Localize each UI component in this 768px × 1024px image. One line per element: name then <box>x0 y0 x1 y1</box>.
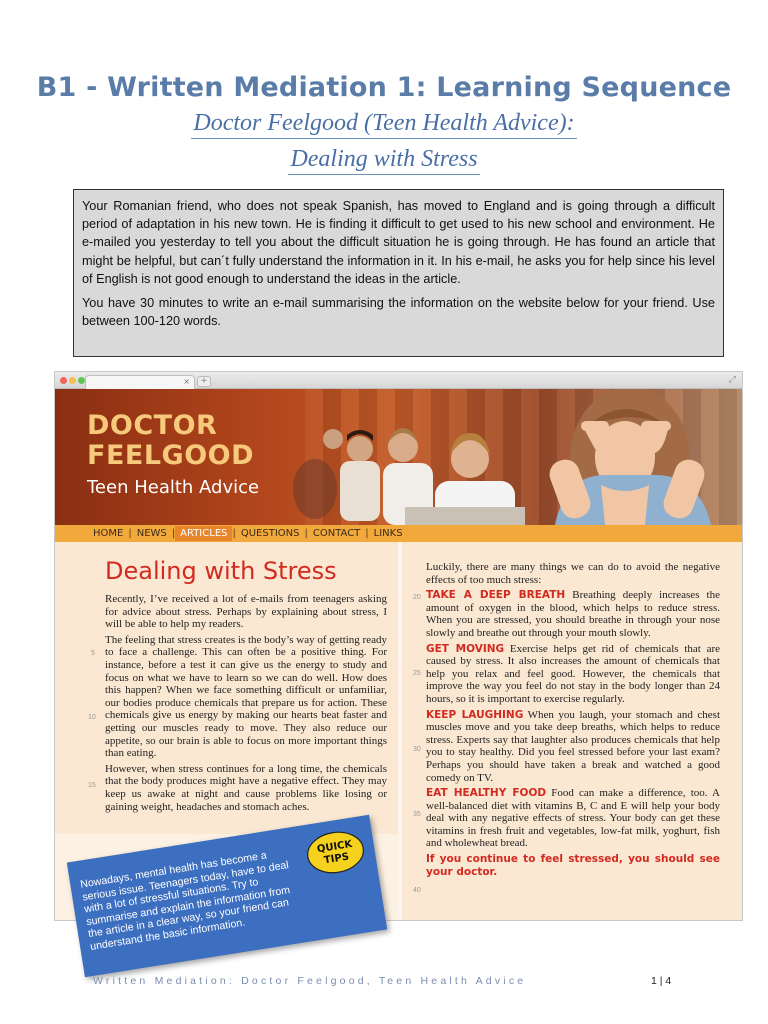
nav-separator: | <box>171 528 176 539</box>
tip-keep-laughing <box>426 709 720 785</box>
maximize-window-icon <box>78 377 85 384</box>
logo-line-2: FEELGOOD <box>87 440 255 471</box>
article-paragraph-1: Recently, I’ve received a lot of e-mails from teenagers asking for advice about stress. Perhaps by explaining about stress, I will be able to help my readers. <box>105 593 387 631</box>
quick-tips-badge-line-2: TIPS <box>323 851 350 867</box>
site-logo <box>87 411 254 471</box>
nav-separator: | <box>128 528 132 539</box>
stressed-students-photo <box>285 389 743 525</box>
line-number: 30 <box>413 746 421 753</box>
nav-contact[interactable]: CONTACT <box>312 528 361 539</box>
article-closing: If you continue to feel stressed, you should see your doctor. <box>426 853 720 878</box>
tip-deep-breath <box>426 589 720 639</box>
task-paragraph-1: Your Romanian friend, who does not speak Spanish, has moved to England and is going through a difficult period of adaptation in his new town. He is finding it difficult to get used to his new school and environment. He e-mailed you yesterday to tell you about the difficult situation he is going through. He has found an article that might be helpful, but can´t fully understand the information in it. In his e-mail, he asks you for help since his level of English is not good enough to understand the ideas in the article. <box>82 199 715 286</box>
nav-separator: | <box>304 528 308 539</box>
line-number: 35 <box>413 811 421 818</box>
page-number: 1 | 4 <box>651 975 672 987</box>
line-number: 20 <box>413 594 421 601</box>
new-tab-icon: + <box>197 376 211 387</box>
tip-get-moving <box>426 643 720 706</box>
tip-heading: GET MOVING <box>426 642 505 655</box>
site-tagline: Teen Health Advice <box>87 477 260 498</box>
line-number: 15 <box>88 782 96 789</box>
task-paragraph-2: You have 30 minutes to write an e-mail summarising the information on the website below for your friend. Use between 100-120 words. <box>82 296 715 329</box>
browser-chrome <box>55 372 742 389</box>
tips-intro: Luckily, there are many things we can do to avoid the negative effects of too much stress: <box>426 561 720 586</box>
subtitle-line-2 <box>0 146 768 173</box>
line-number: 40 <box>413 887 421 894</box>
line-number: 25 <box>413 670 421 677</box>
subtitle-line-1 <box>0 110 768 137</box>
task-instructions-box <box>73 189 724 357</box>
tip-text: Food can make a difference, too. A well-balanced diet with vitamins B, C and E will help your body deal with any negative effects of stress. Your body can get these vitamins in fresh fruit and vegetables, low-fat milk, yoghurt, fish and wholewheat bread. <box>426 787 720 850</box>
tip-text: Exercise helps get rid of chemicals that are caused by stress. It also increases the amount of chemicals that help you relax and feel good. However, the chemicals that improve the way you feel do not stay in the body longer than 24 hours, so it is important to exercise regularly. <box>426 642 721 705</box>
quick-tips-badge-icon <box>301 824 370 881</box>
page-title: B1 - Written Mediation 1: Learning Sequence <box>36 72 732 103</box>
article-title: Dealing with Stress <box>105 557 337 585</box>
nav-questions[interactable]: QUESTIONS <box>240 528 300 539</box>
nav-separator: | <box>232 528 236 539</box>
tip-heading: KEEP LAUGHING <box>426 708 524 721</box>
tip-eat-healthy <box>426 787 720 850</box>
minimize-window-icon <box>69 377 76 384</box>
resize-icon: ⤢ <box>728 375 736 385</box>
nav-home[interactable]: HOME <box>93 528 124 539</box>
subtitle-line-2-text: Dealing with Stress <box>288 146 479 175</box>
left-column-text <box>105 593 387 813</box>
quick-tips-badge-line-1: QUICK <box>316 838 354 856</box>
quick-tips-text: Nowadays, mental health has become a serious issue. Teenagers today, have to deal with a lot of stressful situations. Try to summarise and explain the information from the article in a clear way, so your friend can understand the basic information. <box>79 849 291 953</box>
column-divider <box>398 542 402 921</box>
nav-links[interactable]: LINKS <box>373 528 403 539</box>
article-paragraph-2: The feeling that stress creates is the body’s way of getting ready to face a challenge. This can often be a positive thing. For instance, before a test it can give us the energy to study and focus on what we have to learn so we can do well. How does this happen? When we face something difficult or unfamiliar, our bodies produce chemicals that prepare us for action. These chemicals give us energy by making our hearts beat faster and getting our muscles ready to move. They also reduce our appetite, so our brain is able to focus on more important things than eating. <box>105 633 387 760</box>
line-number: 10 <box>88 714 96 721</box>
site-banner <box>55 389 743 525</box>
tab-close-icon: × <box>183 377 190 386</box>
tip-heading: TAKE A DEEP BREATH <box>426 589 566 602</box>
page-footer: Written Mediation: Doctor Feelgood, Teen Health Advice <box>93 975 527 987</box>
nav-articles[interactable]: ARTICLES <box>175 526 232 541</box>
tip-text: Breathing deeply increases the amount of oxygen in the blood, which helps to reduce stress. When you are stressed, you should breathe in through your nose slowly and breathe out through your mouth slowly. <box>426 589 720 639</box>
close-window-icon <box>60 377 67 384</box>
line-number: 5 <box>91 650 95 657</box>
nav-news[interactable]: NEWS <box>136 528 167 539</box>
site-navigation <box>55 525 743 542</box>
website-screenshot <box>54 371 743 921</box>
tip-heading: EAT HEALTHY FOOD <box>426 787 547 800</box>
logo-line-1: DOCTOR <box>87 410 218 441</box>
article-paragraph-3: However, when stress continues for a long time, the chemicals that the body produces might have a negative effect. They may keep us awake at night and cause problems like losing or gaining weight, headaches and stomach aches. <box>105 762 387 813</box>
subtitle-line-1-text: Doctor Feelgood (Teen Health Advice): <box>191 110 576 139</box>
browser-tab <box>85 375 195 389</box>
tip-text: When you laugh, your stomach and chest muscles move and you take deep breaths, which helps to reduce stress. Experts say that laughter also produces chemicals that help you to stay healthy. Did you feel stressed before your last exam? Perhaps you should have taken a break and watched a good comedy on TV. <box>426 708 720 784</box>
nav-separator: | <box>365 528 369 539</box>
right-column-text <box>426 561 720 878</box>
